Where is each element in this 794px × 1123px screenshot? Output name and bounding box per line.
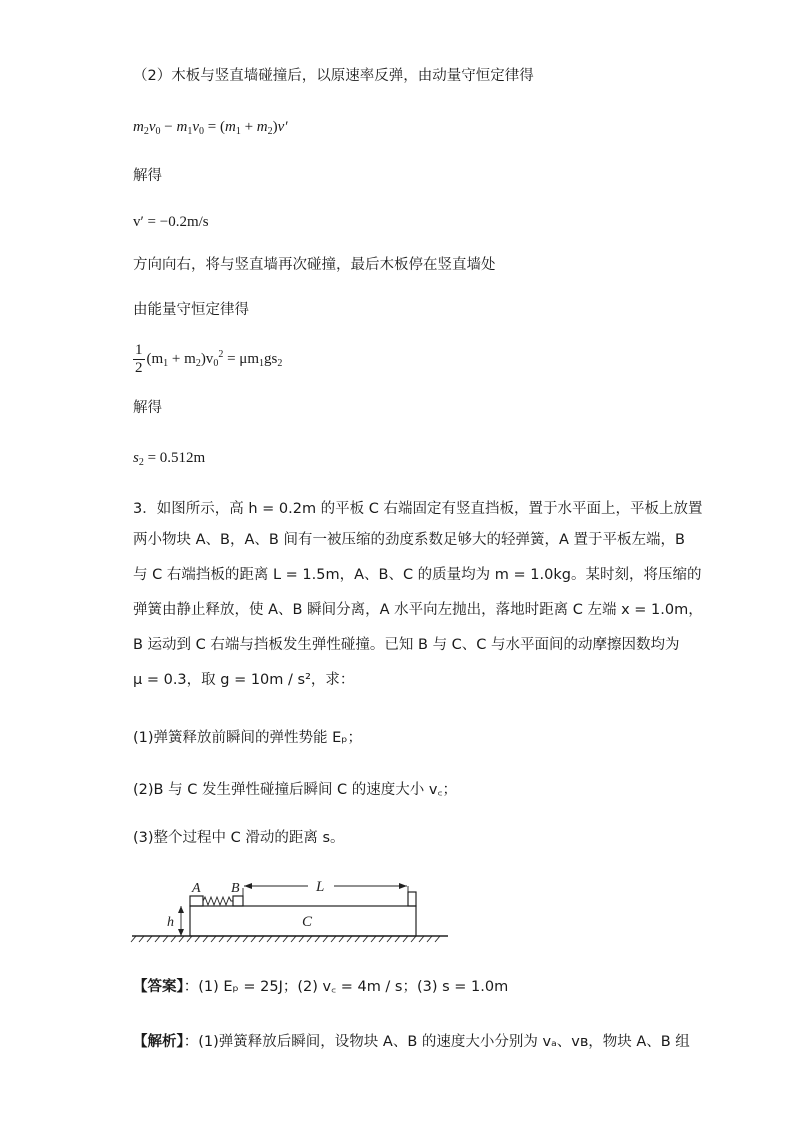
problem-3-line-2: 两小物块 A、B，A、B 间有一被压缩的劲度系数足够大的轻弹簧，A 置于平板左端，B — [133, 532, 685, 548]
energy-label: 由能量守恒定律得 — [133, 302, 249, 318]
block-a — [190, 896, 203, 906]
analysis-tag: 【解析】 — [133, 1034, 184, 1050]
problem-3-line-6: μ = 0.3，取 g = 10m / s²，求： — [133, 672, 355, 688]
label-a: A — [192, 881, 201, 896]
problem-3-line-5: B 运动到 C 右端与挡板发生弹性碰撞。已知 B 与 C、C 与水平面间的动摩擦因数均为 — [133, 637, 680, 653]
energy-equation: $\frac{1}{2}$ $(m_1 + m_2)v_0^2 = \mu m_1gs_2$ — [135, 342, 283, 376]
problem-3-line-1: 3．如图所示，高 h = 0.2m 的平板 C 右端固定有竖直挡板，置于水平面上，平板上放置 — [133, 501, 703, 517]
physics-diagram — [128, 876, 458, 952]
section-2-intro: （2）木板与竖直墙碰撞后，以原速率反弹，由动量守恒定律得 — [133, 68, 534, 84]
momentum-equation: $m_2v_0 - m_1v_0 = (m_1 + m_2)v'$ — [133, 119, 288, 137]
answer-text: ：(1) Eₚ = 25J；(2) v꜀ = 4m / s；(3) s = 1.0m — [183, 979, 509, 995]
label-b: B — [231, 881, 240, 896]
question-2: (2)B 与 C 发生弹性碰撞后瞬间 C 的速度大小 v꜀； — [133, 782, 457, 798]
problem-3-line-4: 弹簧由静止释放，使 A、B 瞬间分离，A 水平向左抛出，落地时距离 C 左端 x = 1.0m， — [133, 602, 703, 618]
question-1: (1)弹簧释放前瞬间的弹性势能 Eₚ； — [133, 730, 363, 746]
label-l: L — [316, 879, 325, 895]
question-3: (3)整个过程中 C 滑动的距离 s。 — [133, 830, 345, 846]
analysis-line — [133, 1032, 690, 1052]
velocity-result: v′ = −0.2m/s — [133, 214, 209, 230]
problem-3-line-3: 与 C 右端挡板的距离 L = 1.5m，A、B、C 的质量均为 m = 1.0kg。某时刻，将压缩的 — [133, 567, 702, 583]
wall-stop — [408, 892, 416, 906]
label-c: C — [302, 914, 313, 930]
analysis-text: ：(1)弹簧释放后瞬间，设物块 A、B 的速度大小分别为 vₐ、vʙ，物块 A、B 组 — [183, 1034, 690, 1050]
spring — [203, 897, 233, 905]
block-b — [233, 896, 243, 906]
solve-label-2: 解得 — [133, 400, 162, 416]
direction-text: 方向向右，将与竖直墙再次碰撞，最后木板停在竖直墙处 — [133, 257, 496, 273]
distance-result: $s_2 = 0.512m$ — [133, 450, 206, 468]
solve-label-1: 解得 — [133, 168, 162, 184]
answer-tag: 【答案】 — [133, 979, 184, 995]
answer-line — [133, 977, 508, 997]
label-h: h — [167, 915, 174, 930]
